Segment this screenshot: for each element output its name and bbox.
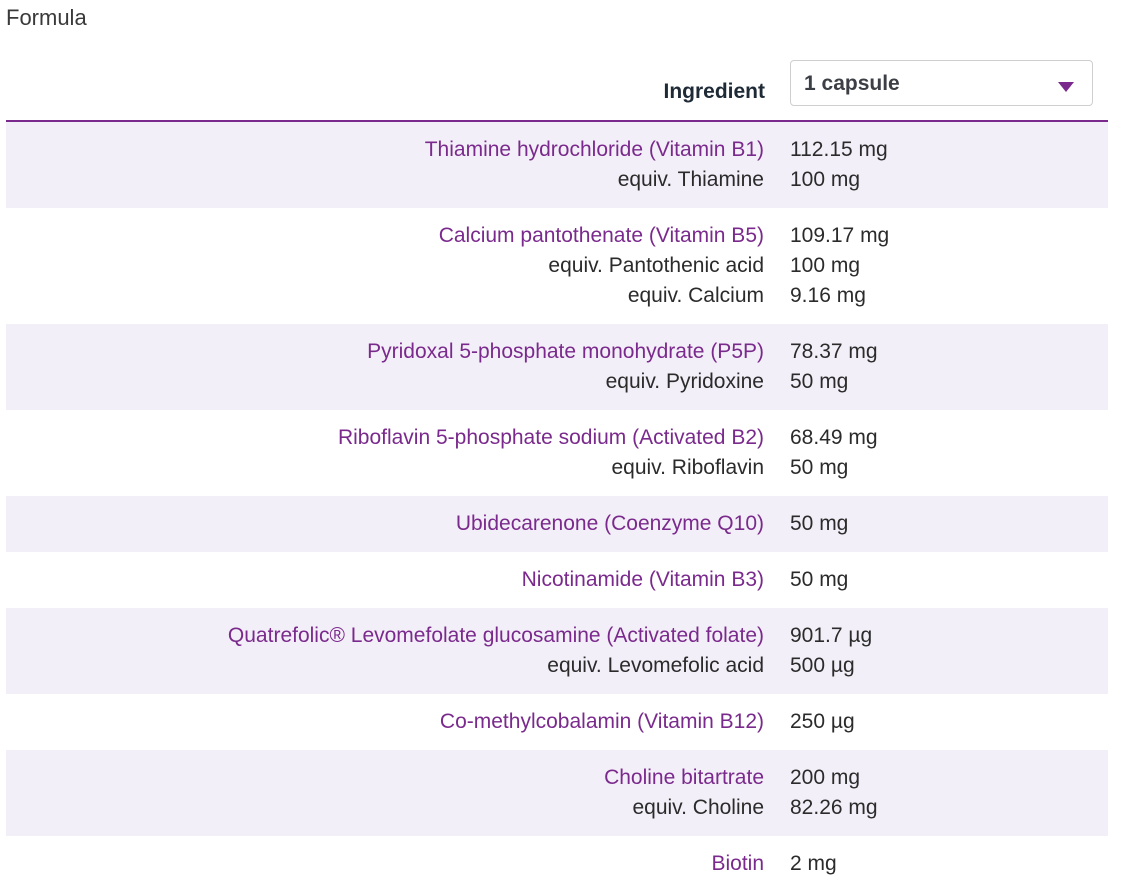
- ingredient-link[interactable]: Biotin: [711, 852, 764, 875]
- ingredient-amount: 50 mg: [790, 512, 849, 535]
- ingredient-amount: 250 µg: [790, 710, 855, 733]
- page-title: Formula: [6, 5, 87, 30]
- ingredient-line: [6, 509, 1108, 539]
- equiv-line: [6, 281, 1108, 311]
- ingredient-link[interactable]: Thiamine hydrochloride (Vitamin B1): [424, 138, 764, 161]
- table-row: [6, 324, 1108, 410]
- equiv-amount: 50 mg: [790, 370, 849, 393]
- equiv-line: [6, 453, 1108, 483]
- ingredient-line: [6, 621, 1108, 651]
- ingredient-link[interactable]: Calcium pantothenate (Vitamin B5): [438, 224, 764, 247]
- equiv-name: equiv. Calcium: [627, 284, 764, 307]
- equiv-name: equiv. Riboflavin: [611, 456, 764, 479]
- ingredient-line: [6, 849, 1108, 879]
- table-row: [6, 552, 1108, 608]
- table-row: [6, 750, 1108, 836]
- ingredient-link[interactable]: Ubidecarenone (Coenzyme Q10): [455, 512, 764, 535]
- equiv-amount: 100 mg: [790, 168, 861, 191]
- ingredient-link[interactable]: Pyridoxal 5-phosphate monohydrate (P5P): [367, 340, 764, 363]
- ingredient-line: [6, 763, 1108, 793]
- ingredient-amount: 109.17 mg: [790, 224, 890, 247]
- ingredient-amount: 78.37 mg: [790, 340, 878, 363]
- equiv-line: [6, 165, 1108, 195]
- ingredient-line: [6, 707, 1108, 737]
- equiv-name: equiv. Choline: [632, 796, 764, 819]
- table-row: [6, 608, 1108, 694]
- ingredient-line: [6, 221, 1108, 251]
- ingredient-amount: 50 mg: [790, 568, 849, 591]
- equiv-name: equiv. Pyridoxine: [605, 370, 764, 393]
- ingredient-link[interactable]: Quatrefolic® Levomefolate glucosamine (Activated folate): [227, 624, 764, 647]
- dose-select-value: 1 capsule: [804, 72, 900, 95]
- ingredient-amount: 200 mg: [790, 766, 861, 789]
- ingredient-column-header: Ingredient: [663, 80, 765, 103]
- table-row: [6, 410, 1108, 496]
- ingredient-line: [6, 423, 1108, 453]
- ingredient-link[interactable]: Co-methylcobalamin (Vitamin B12): [439, 710, 764, 733]
- ingredient-link[interactable]: Riboflavin 5-phosphate sodium (Activated B2): [337, 426, 764, 449]
- ingredient-line: [6, 135, 1108, 165]
- equiv-line: [6, 251, 1108, 281]
- chevron-down-icon: [1058, 82, 1074, 92]
- ingredient-amount: 2 mg: [790, 852, 837, 875]
- table-header: [6, 58, 1108, 122]
- table-row: [6, 694, 1108, 750]
- equiv-line: [6, 367, 1108, 397]
- ingredient-link[interactable]: Choline bitartrate: [604, 766, 764, 789]
- table-row: [6, 836, 1108, 892]
- equiv-name: equiv. Levomefolic acid: [547, 654, 764, 677]
- equiv-name: equiv. Pantothenic acid: [548, 254, 764, 277]
- equiv-line: [6, 651, 1108, 681]
- ingredient-amount: 901.7 µg: [790, 624, 873, 647]
- ingredient-line: [6, 337, 1108, 367]
- table-row: [6, 208, 1108, 324]
- equiv-name: equiv. Thiamine: [617, 168, 764, 191]
- ingredient-link[interactable]: Nicotinamide (Vitamin B3): [521, 568, 764, 591]
- table-row: [6, 496, 1108, 552]
- table-row: [6, 122, 1108, 208]
- ingredient-table: [6, 122, 1108, 892]
- dose-select[interactable]: [790, 60, 1093, 106]
- equiv-line: [6, 793, 1108, 823]
- equiv-amount: 500 µg: [790, 654, 855, 677]
- ingredient-amount: 112.15 mg: [790, 138, 888, 161]
- equiv-amount: 82.26 mg: [790, 796, 878, 819]
- equiv-amount: 100 mg: [790, 254, 861, 277]
- ingredient-line: [6, 565, 1108, 595]
- equiv-amount: 9.16 mg: [790, 284, 866, 307]
- ingredient-amount: 68.49 mg: [790, 426, 878, 449]
- equiv-amount: 50 mg: [790, 456, 849, 479]
